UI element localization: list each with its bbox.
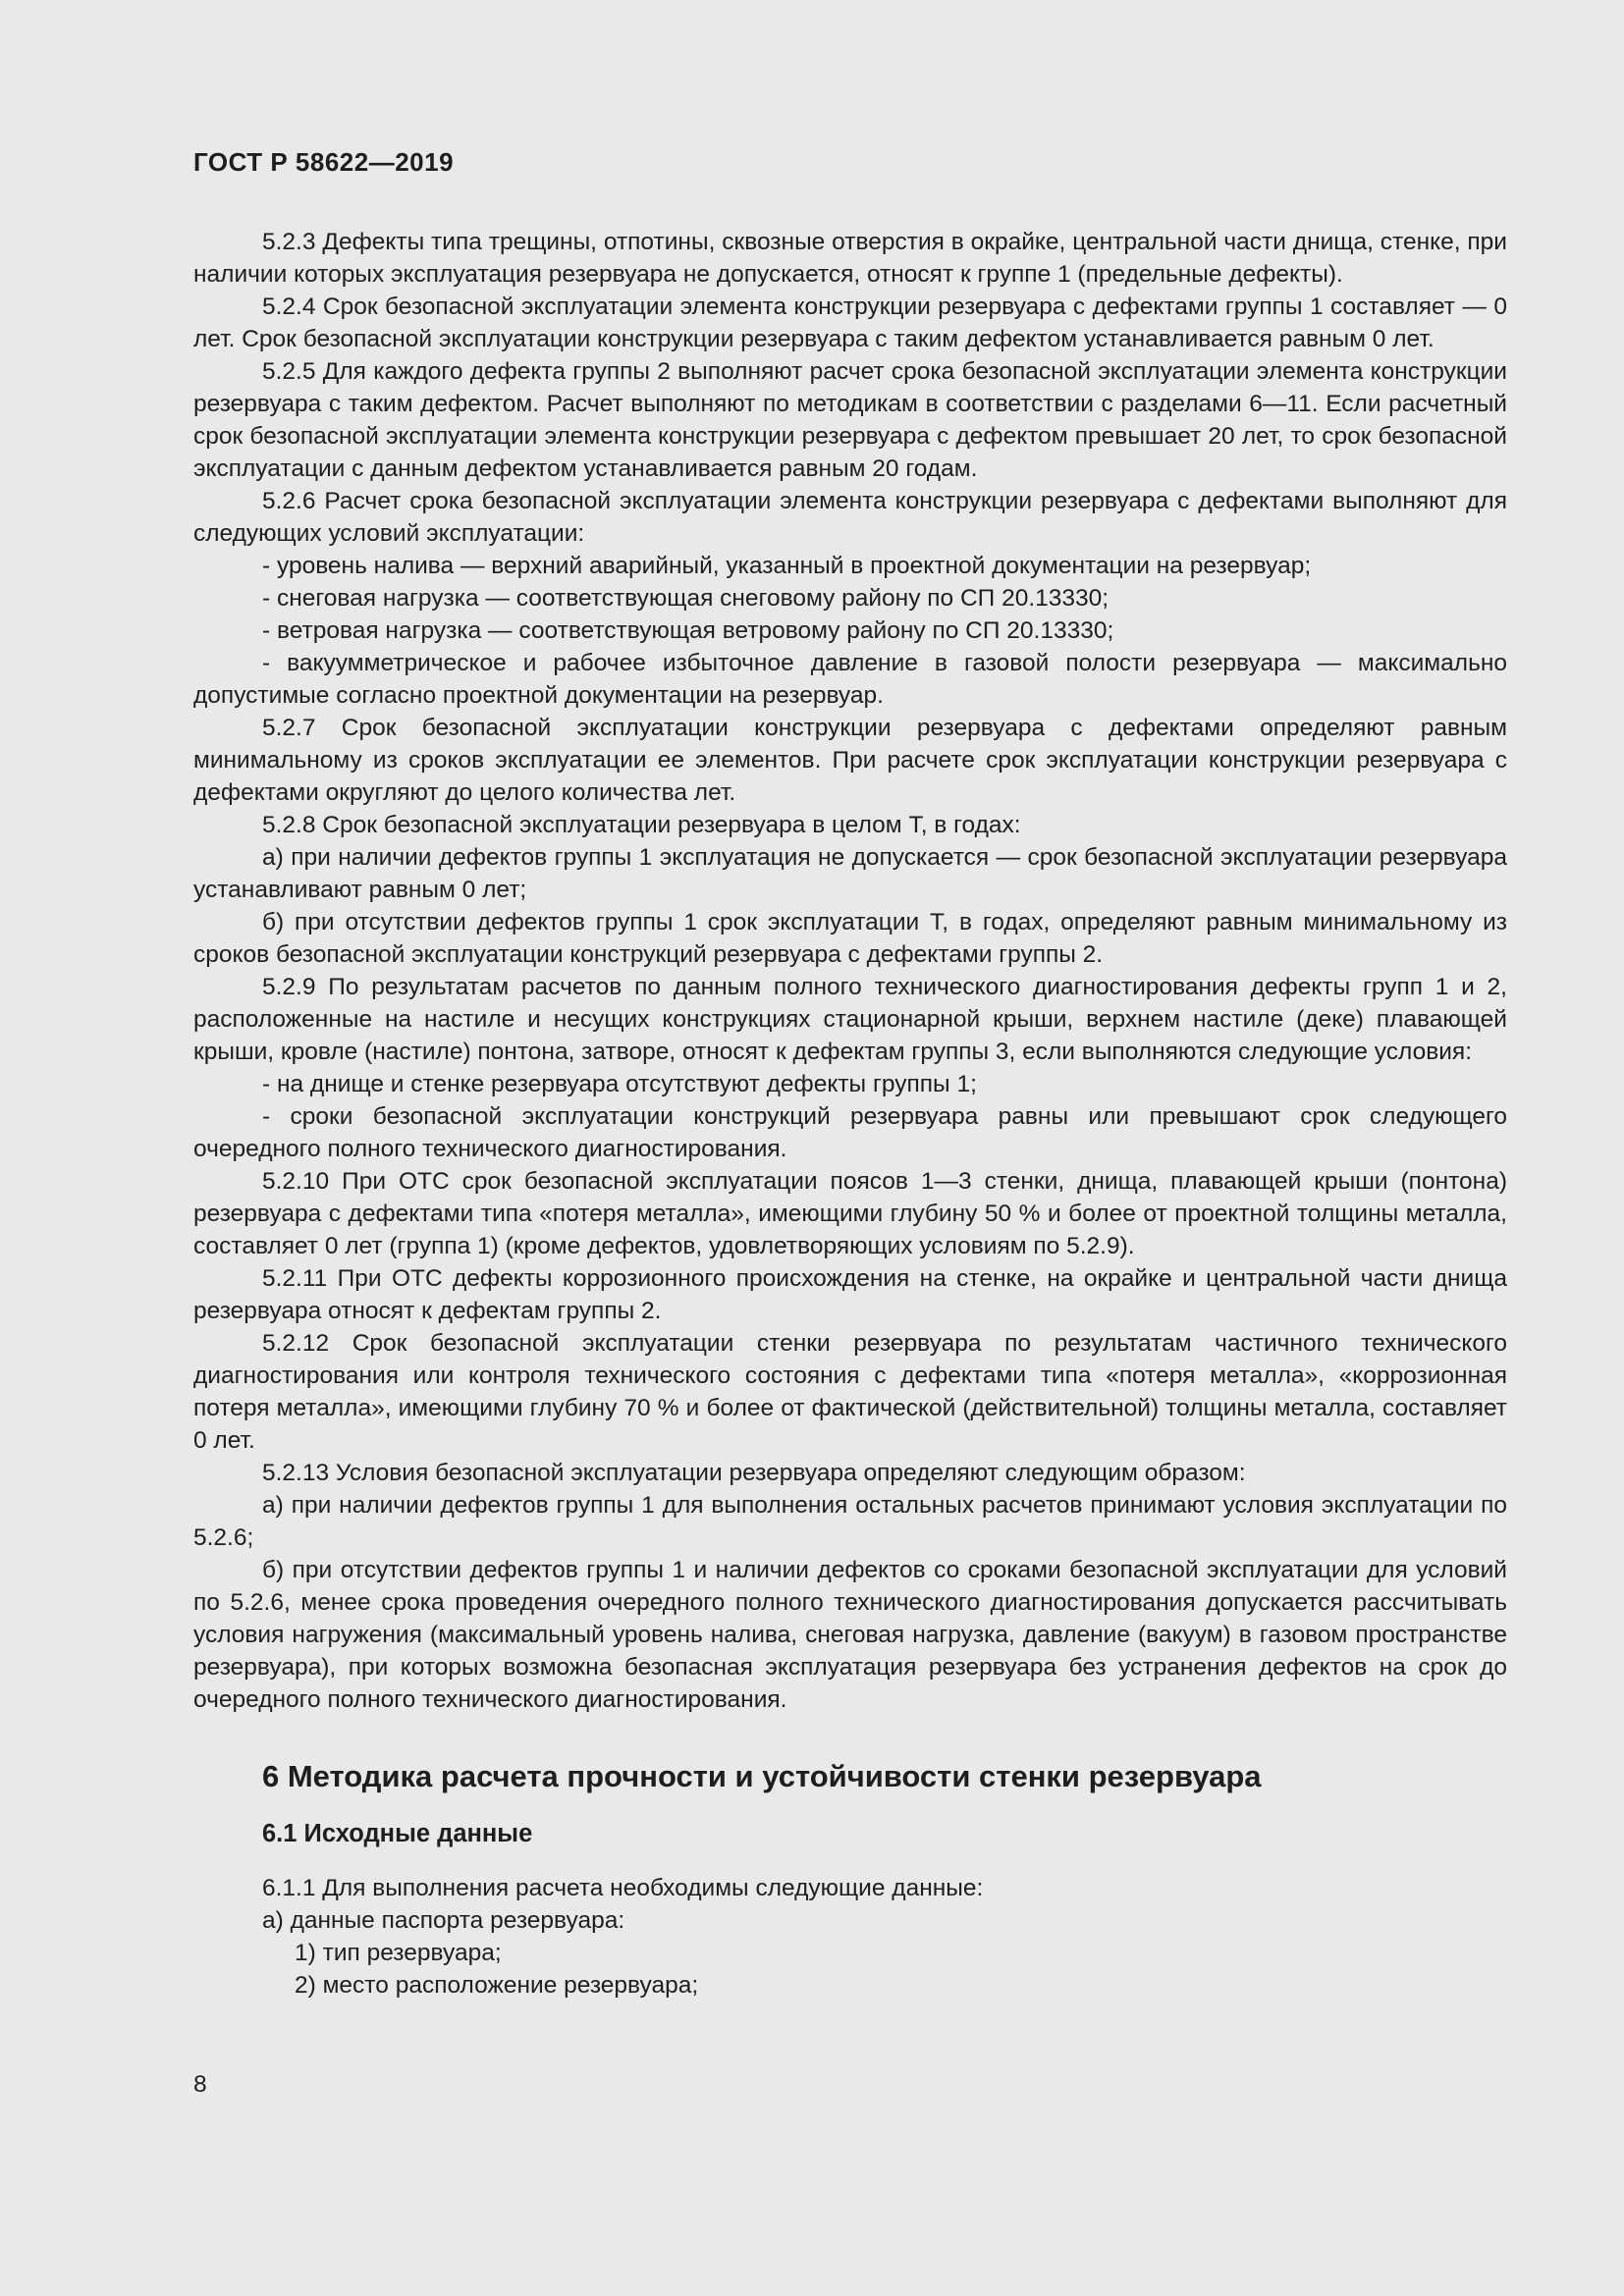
- paragraph-5-2-12: 5.2.12 Срок безопасной эксплуатации стенки резервуара по результатам частичного технического диагностирования или контроля технического состояния с дефектами типа «потеря металла», «коррозионная потеря металла», имеющими глубину 70 % и более от фактической (действительной) толщины металла, составляет 0 лет.: [193, 1330, 1507, 1454]
- document-body: [193, 226, 1507, 2002]
- document-header: ГОСТ Р 58622—2019: [193, 147, 455, 177]
- paragraph-5-2-8-a: а) при наличии дефектов группы 1 эксплуатация не допускается — срок безопасной эксплуатации резервуара устанавливают равным 0 лет;: [193, 844, 1507, 903]
- page-number: 8: [193, 2071, 207, 2098]
- paragraph-5-2-8: 5.2.8 Срок безопасной эксплуатации резервуара в целом T, в годах:: [262, 812, 1021, 838]
- list-item-tank-type: 1) тип резервуара;: [295, 1940, 502, 1966]
- paragraph-5-2-13-b: б) при отсутствии дефектов группы 1 и наличии дефектов со сроками безопасной эксплуатации для условий по 5.2.6, менее срока проведения очередного полного технического диагностирования допускается рассчитывать условия нагружения (максимальный уровень налива, снеговая нагрузка, давление (вакуум) в газовом пространстве резервуара), при которых возможна безопасная эксплуатация резервуара без устранения дефектов на срок до очередного полного технического диагностирования.: [193, 1557, 1507, 1713]
- paragraph-6-1-1: 6.1.1 Для выполнения расчета необходимы следующие данные:: [262, 1875, 984, 1901]
- list-item-pressure: - вакуумметрическое и рабочее избыточное давление в газовой полости резервуара — максимально допустимые согласно проектной документации на резервуар.: [193, 650, 1507, 709]
- list-item-passport-data: а) данные паспорта резервуара:: [262, 1907, 625, 1934]
- paragraph-5-2-8-b: б) при отсутствии дефектов группы 1 срок эксплуатации T, в годах, определяют равным минимальному из сроков безопасной эксплуатации конструкций резервуара с дефектами группы 2.: [193, 909, 1507, 968]
- paragraph-5-2-3: 5.2.3 Дефекты типа трещины, отпотины, сквозные отверстия в окрайке, центральной части днища, стенке, при наличии которых эксплуатация резервуара не допускается, относят к группе 1 (предельные дефекты).: [193, 229, 1507, 288]
- list-item-no-group1-defects: - на днище и стенке резервуара отсутствуют дефекты группы 1;: [262, 1071, 977, 1097]
- paragraph-5-2-13: 5.2.13 Условия безопасной эксплуатации резервуара определяют следующим образом:: [262, 1460, 1246, 1486]
- paragraph-5-2-13-a: а) при наличии дефектов группы 1 для выполнения остальных расчетов принимают условия эксплуатации по 5.2.6;: [193, 1492, 1507, 1551]
- list-item-fill-level: - уровень налива — верхний аварийный, указанный в проектной документации на резервуар;: [262, 553, 1312, 579]
- paragraph-5-2-11: 5.2.11 При ОТС дефекты коррозионного происхождения на стенке, на окрайке и центральной части днища резервуара относят к дефектам группы 2.: [193, 1265, 1507, 1324]
- paragraph-5-2-4: 5.2.4 Срок безопасной эксплуатации элемента конструкции резервуара с дефектами группы 1 составляет — 0 лет. Срок безопасной эксплуатации конструкции резервуара с таким дефектом устанавливается равным 0 лет.: [193, 294, 1507, 352]
- subsection-title: 6.1 Исходные данные: [262, 1820, 533, 1847]
- list-item-terms-exceed: - сроки безопасной эксплуатации конструкций резервуара равны или превышают срок следующего очередного полного технического диагностирования.: [193, 1103, 1507, 1162]
- list-item-tank-location: 2) место расположение резервуара;: [295, 1972, 699, 1999]
- paragraph-5-2-7: 5.2.7 Срок безопасной эксплуатации конструкции резервуара с дефектами определяют равным минимальному из сроков эксплуатации ее элементов. При расчете срок эксплуатации конструкции резервуара с дефектами округляют до целого количества лет.: [193, 715, 1507, 806]
- paragraph-5-2-9: 5.2.9 По результатам расчетов по данным полного технического диагностирования дефекты групп 1 и 2, расположенные на настиле и несущих конструкциях стационарной крыши, верхнем настиле (деке) плавающей крыши, кровле (настиле) понтона, затворе, относят к дефектам группы 3, если выполняются следующие условия:: [193, 974, 1507, 1065]
- list-item-snow-load: - снеговая нагрузка — соответствующая снеговому району по СП 20.13330;: [262, 585, 1110, 612]
- list-item-wind-load: - ветровая нагрузка — соответствующая ветровому району по СП 20.13330;: [262, 617, 1114, 644]
- section-title: 6 Методика расчета прочности и устойчивости стенки резервуара: [262, 1759, 1262, 1793]
- paragraph-5-2-6: 5.2.6 Расчет срока безопасной эксплуатации элемента конструкции резервуара с дефектами выполняют для следующих условий эксплуатации:: [193, 488, 1507, 547]
- paragraph-5-2-10: 5.2.10 При ОТС срок безопасной эксплуатации поясов 1—3 стенки, днища, плавающей крыши (понтона) резервуара с дефектами типа «потеря металла», имеющими глубину 50 % и более от проектной толщины металла, составляет 0 лет (группа 1) (кроме дефектов, удовлетворяющих условиям по 5.2.9).: [193, 1168, 1507, 1259]
- paragraph-5-2-5: 5.2.5 Для каждого дефекта группы 2 выполняют расчет срока безопасной эксплуатации элемента конструкции резервуара с таким дефектом. Расчет выполняют по методикам в соответствии с разделами 6—11. Если расчетный срок безопасной эксплуатации элемента конструкции резервуара с дефектом превышает 20 лет, то срок безопасной эксплуатации с данным дефектом устанавливается равным 20 годам.: [193, 358, 1507, 482]
